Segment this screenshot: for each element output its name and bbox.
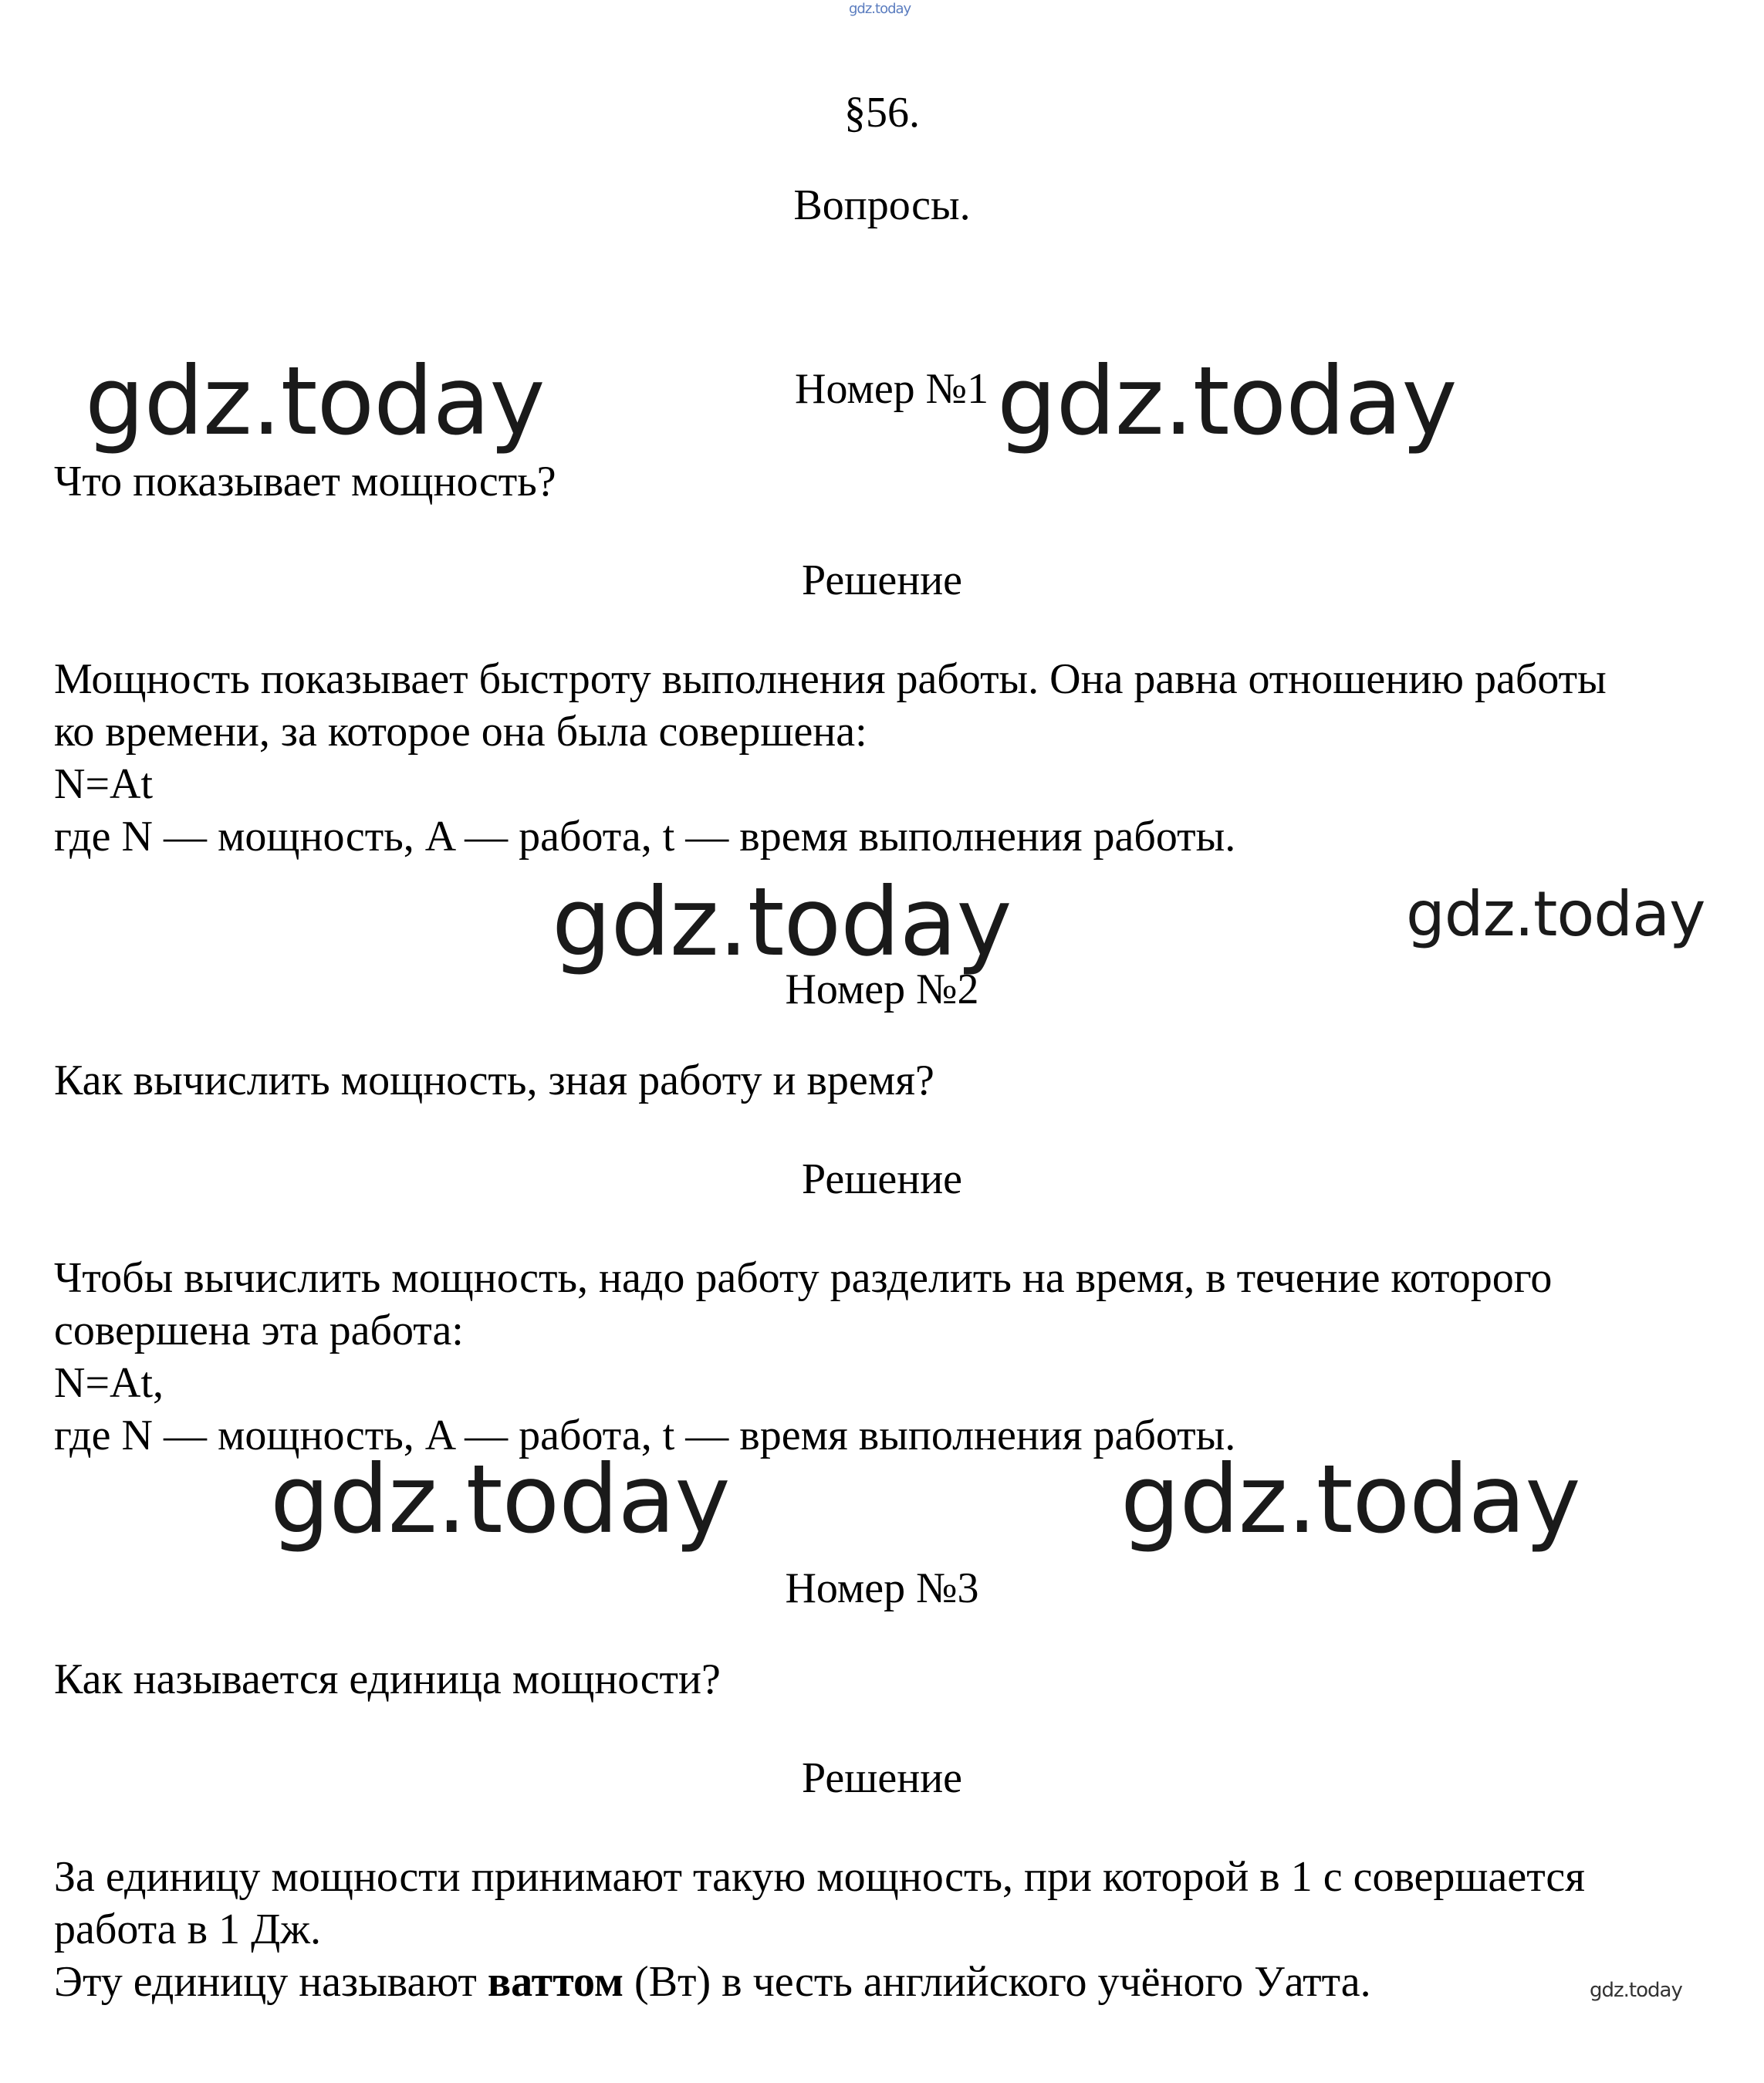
question-1-text: Что показывает мощность? [54,458,556,506]
answer-line: Чтобы вычислить мощность, надо работу разделить на время, в течение которого [54,1254,1553,1302]
watermark-logo: gdz.today [552,867,1012,977]
answer-text: Эту единицу называют [54,1958,477,2006]
answer-line [54,1956,1752,2008]
question-2-solution-label: Решение [801,1155,963,1203]
question-3-number: Номер №3 [785,1564,979,1612]
answer-formula: N=At [54,760,154,808]
question-1-number: Номер №1 [795,365,989,413]
question-2-text: Как вычислить мощность, зная работу и время? [54,1057,934,1104]
watermark-logo: gdz.today [1120,1445,1580,1554]
question-3-solution-label: Решение [801,1754,963,1802]
section-subtitle: Вопросы. [793,181,971,229]
watermark-logo: gdz.today [1406,878,1705,950]
watermark-logo: gdz.today [1590,1979,1682,2002]
watermark-logo: gdz.today [85,347,545,456]
watermark-logo: gdz.today [270,1445,730,1554]
watermark-logo: gdz.today [997,347,1457,456]
section-number: §56. [844,89,920,137]
question-2-answer [54,1252,1752,1462]
question-3-text: Как называется единица мощности? [54,1655,721,1703]
answer-text: (Вт) в честь английского учёного Уатта. [634,1958,1371,2006]
answer-formula: N=At, [54,1359,164,1407]
answer-line: Мощность показывает быстроту выполнения работы. Она равна отношению работы [54,655,1607,703]
answer-line: совершена эта работа: [54,1307,464,1354]
answer-legend: где N — мощность, A — работа, t — время выполнения работы. [54,1412,1236,1459]
answer-legend: где N — мощность, A — работа, t — время выполнения работы. [54,813,1236,861]
answer-line: ко времени, за которое она была совершена: [54,708,867,756]
question-1-answer [54,653,1752,863]
answer-line: За единицу мощности принимают такую мощность, при которой в 1 с совершается [54,1853,1586,1901]
answer-bold-term: ваттом [487,1958,624,2006]
answer-line: работа в 1 Дж. [54,1905,321,1953]
question-1-solution-label: Решение [801,556,963,604]
question-3-answer [54,1851,1752,2008]
question-2-number: Номер №2 [785,965,979,1013]
watermark-top: gdz.today [849,1,911,17]
